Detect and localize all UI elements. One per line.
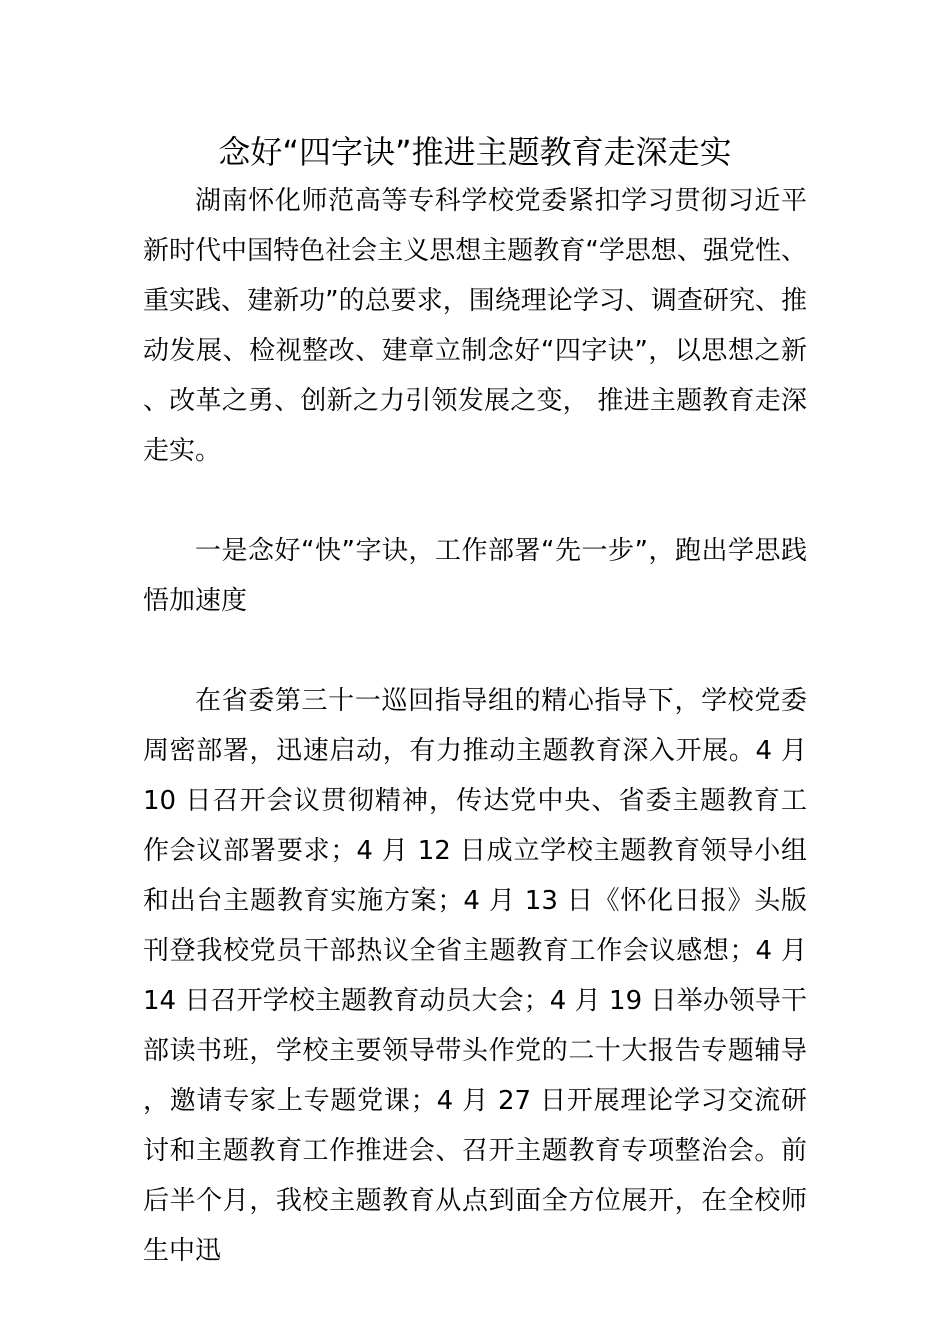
paragraph-section-heading: 一是念好“快”字诀，工作部署“先一步”，跑出学思践悟加速度 <box>143 536 807 616</box>
paragraph-body: 在省委第三十一巡回指导组的精心指导下，学校党委周密部署，迅速启动，有力推动主题教育深入开展。4 月 10 日召开会议贯彻精神，传达党中央、省委主题教育工作会议部署要求；4 月 12 日成立学校主题教育领导小组和出台主题教育实施方案；4 月 13 日《怀化日报》头版刊登我校党员干部热议全省主题教育工作会议感想；4 月 14 日召开学校主题教育动员大会；4 月 19 日举办领导干部读书班，学校主要领导带头作党的二十大报告专题辅导，邀请专家上专题党课；4 月 27 日开展理论学习交流研讨和主题教育工作推进会、召开主题教育专项整治会。前后半个月，我校主题教育从点到面全方位展开，在全校师生中迅 <box>143 686 807 1266</box>
document-title: 念好“四字诀”推进主题教育走深走实 <box>218 133 732 171</box>
paragraph-intro: 湖南怀化师范高等专科学校党委紧扣学习贯彻习近平新时代中国特色社会主义思想主题教育“学思想、强党性、 重实践、建新功”的总要求，围绕理论学习、调查研究、推动发展、检视整改、建章立制念好“四字诀”，以思想之新、改革之勇、创新之力引领发展之变， 推进主题教育走深走实。 <box>143 186 807 466</box>
